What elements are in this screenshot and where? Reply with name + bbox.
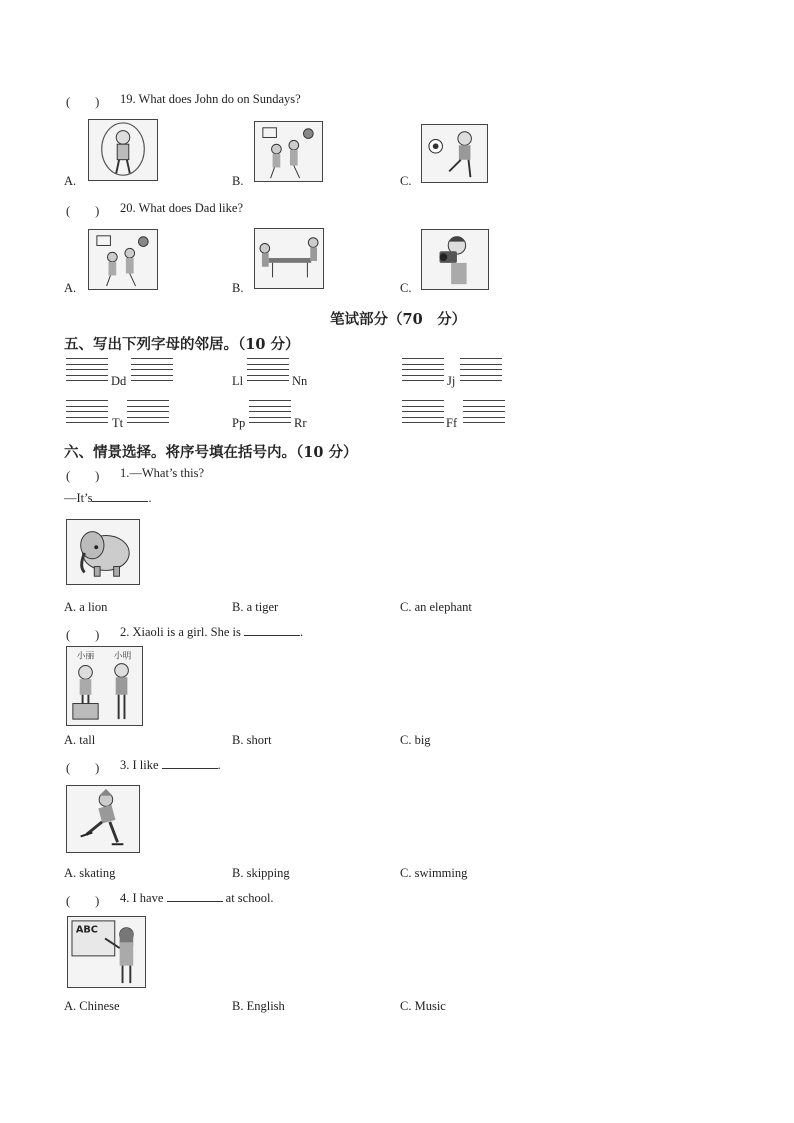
option-letter: A. [64,174,77,188]
letter-pair: Tt [112,416,124,430]
answer-bracket[interactable]: ( ) [66,469,100,483]
writing-lines[interactable] [66,358,108,386]
writing-lines[interactable] [402,400,444,428]
writing-lines[interactable] [66,400,108,428]
answer-bracket[interactable]: ( ) [66,628,100,642]
letter-pair: Ff [446,416,458,430]
writing-lines[interactable] [127,400,169,428]
answer-bracket[interactable]: ( ) [66,894,100,908]
boy-name-label: 小明 [113,651,132,662]
written-part-title: 笔试部分（70 分） [330,311,467,328]
option-c[interactable]: C. an elephant [400,600,472,614]
writing-lines[interactable] [460,358,502,386]
option-letter: C. [400,281,412,295]
boy-skipping-rope-picture [88,119,158,181]
answer-bracket[interactable]: ( ) [66,204,100,218]
option-c[interactable]: C. big [400,733,431,747]
kid-skating-picture [66,785,140,853]
fill-blank[interactable] [92,501,148,502]
letter-pair: Jj [447,374,456,388]
option-b[interactable]: B. short [232,733,272,747]
letter-pair: Nn [292,374,308,388]
writing-lines[interactable] [463,400,505,428]
fill-blank[interactable] [244,635,300,636]
teacher-at-blackboard-picture [67,916,146,988]
option-a[interactable]: A. tall [64,733,96,747]
question-1-text: 1.—What’s this? [120,466,205,480]
letter-pair: Ll [232,374,244,388]
kids-playing-basketball-picture [254,121,323,182]
letter-pair: Dd [111,374,127,388]
kids-playing-basketball-picture [88,229,158,290]
option-a[interactable]: A. a lion [64,600,108,614]
letter-pair: Rr [294,416,307,430]
writing-lines[interactable] [402,358,444,386]
option-letter: A. [64,281,77,295]
board-text: ABC [75,924,98,936]
question-2-text: 2. Xiaoli is a girl. She is . [120,625,304,639]
people-playing-table-tennis-picture [254,228,324,289]
writing-lines[interactable] [131,358,173,386]
fill-blank[interactable] [162,768,218,769]
option-letter: C. [400,174,412,188]
option-b[interactable]: B. a tiger [232,600,279,614]
question-3-text: 3. I like . [120,758,221,772]
question-20-text: 20. What does Dad like? [120,201,243,215]
section-6-title: 六、情景选择。将序号填在括号内。（10 分） [64,444,358,461]
answer-bracket[interactable]: ( ) [66,761,100,775]
letter-pair: Pp [232,416,246,430]
option-letter: B. [232,174,244,188]
question-19-text: 19. What does John do on Sundays? [120,92,301,106]
option-b[interactable]: B. English [232,999,285,1013]
elephant-picture [66,519,140,585]
option-a[interactable]: A. skating [64,866,116,880]
section-5-title: 五、写出下列字母的邻居。（10 分） [64,336,300,353]
option-c[interactable]: C. Music [400,999,446,1013]
girl-name-label: 小丽 [76,651,95,662]
option-letter: B. [232,281,244,295]
fill-blank[interactable] [167,901,223,902]
writing-lines[interactable] [249,400,291,428]
question-4-text: 4. I have at school. [120,891,274,905]
boy-playing-football-picture [421,124,488,183]
answer-prefix: —It’s [64,491,93,505]
writing-lines[interactable] [247,358,289,386]
option-c[interactable]: C. swimming [400,866,468,880]
option-a[interactable]: A. Chinese [64,999,120,1013]
girl-and-boy-picture [66,646,143,726]
answer-line: —It’s . [64,491,152,505]
option-b[interactable]: B. skipping [232,866,290,880]
answer-bracket[interactable]: ( ) [66,95,100,109]
man-with-camera-picture [421,229,489,290]
